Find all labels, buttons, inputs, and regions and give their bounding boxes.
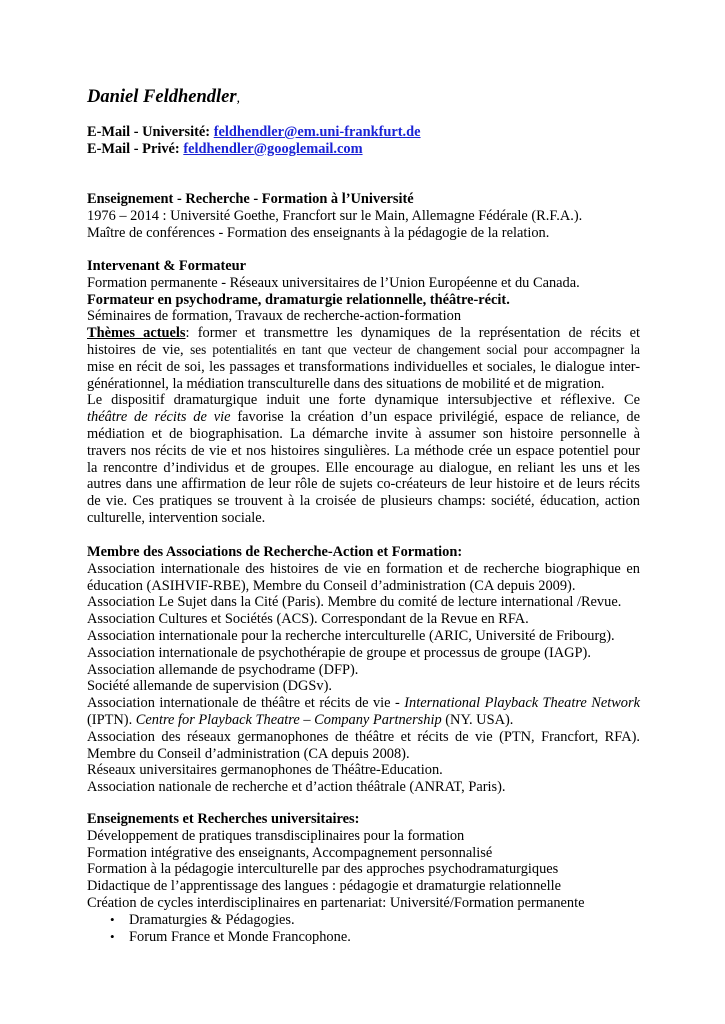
text-span-italic: théâtre de récits de vie — [87, 409, 231, 426]
text-line: culturelle, intervention sociale. — [87, 509, 266, 526]
bullet-icon: • — [110, 911, 115, 927]
themes-colon: : — [185, 325, 190, 342]
email-university-line — [87, 124, 640, 141]
section-universitaires — [87, 811, 640, 945]
text-line-bold: Formateur en psychodrame, dramaturgie relationnelle, théâtre-récit. — [87, 291, 510, 308]
text-line: Didactique de l’apprentissage des langues : pédagogie et dramaturgie relationnelle — [87, 878, 562, 895]
text-span-small: ses potentialités en tant que vecteur de changement social pour accompagner la — [190, 341, 640, 357]
text-line: Association allemande de psychodrame (DFP). — [87, 661, 359, 678]
text-line: Formation permanente - Réseaux universitaires de l’Union Européenne et du Canada. — [87, 274, 580, 291]
section-intervenant — [87, 258, 640, 527]
themes-line — [87, 325, 640, 342]
section-associations — [87, 544, 640, 796]
text-line: de vie. Ces pratiques se trouvent à la croisée de plusieurs champs: société, éducation, action — [87, 493, 640, 510]
text-span: histoires de vie, — [87, 341, 191, 358]
text-span: Association internationale de théâtre et récits de vie - — [87, 695, 405, 712]
text-span-italic: Centre for Playback Theatre – Company Partnership — [135, 711, 442, 728]
email-private-line — [87, 141, 640, 158]
list-item — [87, 912, 640, 929]
list-item — [87, 929, 640, 946]
email-private-link[interactable]: feldhendler@googlemail.com — [183, 140, 363, 157]
text-line: médiation et de biographisation. La démarche invite à assumer son histoire personnelle à — [87, 425, 640, 442]
themes-label: Thèmes actuels — [87, 325, 186, 342]
section-heading: Enseignement - Recherche - Formation à l’Université — [87, 191, 414, 207]
text-line: générationnel, la médiation transculturelle dans des situations de mobilité et de migration. — [87, 375, 605, 392]
text-line: Association des réseaux germanophones de théâtre et récits de vie (PTN, Francfort, RFA). — [87, 728, 640, 745]
text-line: Maître de conférences - Formation des enseignants à la pédagogie de la relation. — [87, 224, 550, 241]
text-span: (NY. USA). — [441, 711, 514, 728]
text-line: éducation (ASIHVIF-RBE), Membre du Conseil d’administration (CA depuis 2009). — [87, 577, 576, 594]
text-line: Développement de pratiques transdisciplinaires pour la formation — [87, 827, 465, 844]
text-span-italic: International Playback Theatre Network — [404, 695, 640, 712]
text-line: Association nationale de recherche et d’action théâtrale (ANRAT, Paris). — [87, 779, 506, 796]
text-span: favorise la création d’un espace privilégié, espace de reliance, de — [230, 409, 640, 426]
text-line: Association internationale de psychothérapie de groupe et processus de groupe (IAGP). — [87, 644, 591, 661]
text-line: Société allemande de supervision (DGSv). — [87, 678, 332, 695]
text-line: Formation à la pédagogie interculturelle par des approches psychodramaturgiques — [87, 861, 559, 878]
text-line: la rencontre d’individus et de groupes. Elle encourage au dialogue, en reliant les uns et les — [87, 459, 640, 476]
list-item-text: Dramaturgies & Pédagogies. — [129, 911, 295, 928]
section-heading: Intervenant & Formateur — [87, 258, 247, 274]
text-line: Association internationale pour la recherche interculturelle (ARIC, Université de Fribourg). — [87, 627, 615, 644]
text-line: former et transmettre les dynamiques de la représentation de récits et — [189, 325, 640, 342]
section-enseignement — [87, 191, 640, 241]
text-line — [87, 712, 640, 729]
author-name-comma: , — [236, 91, 241, 106]
text-line — [87, 409, 640, 426]
email-university-link[interactable]: feldhendler@em.uni-frankfurt.de — [213, 124, 421, 140]
text-line: Le dispositif dramaturgique induit une forte dynamique intersubjective et réflexive. Ce — [87, 392, 640, 409]
text-line — [87, 342, 640, 359]
text-line: Association Cultures et Sociétés (ACS). Correspondant de la Revue en RFA. — [87, 611, 529, 628]
bullet-list — [87, 912, 640, 946]
author-name-text: Daniel Feldhendler — [87, 87, 237, 107]
email-block — [87, 124, 640, 158]
section-heading: Enseignements et Recherches universitaires: — [87, 811, 360, 827]
list-item-text: Forum France et Monde Francophone. — [129, 928, 351, 945]
author-name — [87, 86, 240, 110]
text-line: Association Le Sujet dans la Cité (Paris). Membre du comité de lecture international /Revue. — [87, 594, 622, 611]
text-line: Membre du Conseil d’administration (CA depuis 2008). — [87, 745, 410, 762]
text-line — [87, 695, 640, 712]
text-line: travers nos récits de vie et nos histoires singulières. La méthode crée un espace potentiel pour — [87, 442, 640, 459]
bullet-icon: • — [110, 928, 115, 944]
text-line: autres dans une affirmation de leur rôle de sujets co-créateurs de leur histoire et de leurs récits — [87, 476, 640, 493]
section-heading: Membre des Associations de Recherche-Action et Formation: — [87, 544, 463, 560]
text-line: 1976 – 2014 : Université Goethe, Francfort sur le Main, Allemagne Fédérale (R.F.A.). — [87, 207, 583, 224]
text-line: Réseaux universitaires germanophones de Théâtre-Education. — [87, 762, 443, 779]
text-span: (IPTN). — [87, 711, 136, 728]
text-line: Séminaires de formation, Travaux de recherche-action-formation — [87, 308, 462, 325]
email-university-label: E-Mail - Université: — [87, 124, 214, 140]
text-line: mise en récit de soi, les passages et transformations individuelles et sociales, le dialogue inter- — [87, 358, 640, 375]
text-line: Association internationale des histoires de vie en formation et de recherche biographique en — [87, 560, 640, 577]
text-line: Création de cycles interdisciplinaires en partenariat: Université/Formation permanente — [87, 894, 585, 911]
text-line: Formation intégrative des enseignants, Accompagnement personnalisé — [87, 844, 493, 861]
email-private-label: E-Mail - Privé: — [87, 140, 184, 157]
